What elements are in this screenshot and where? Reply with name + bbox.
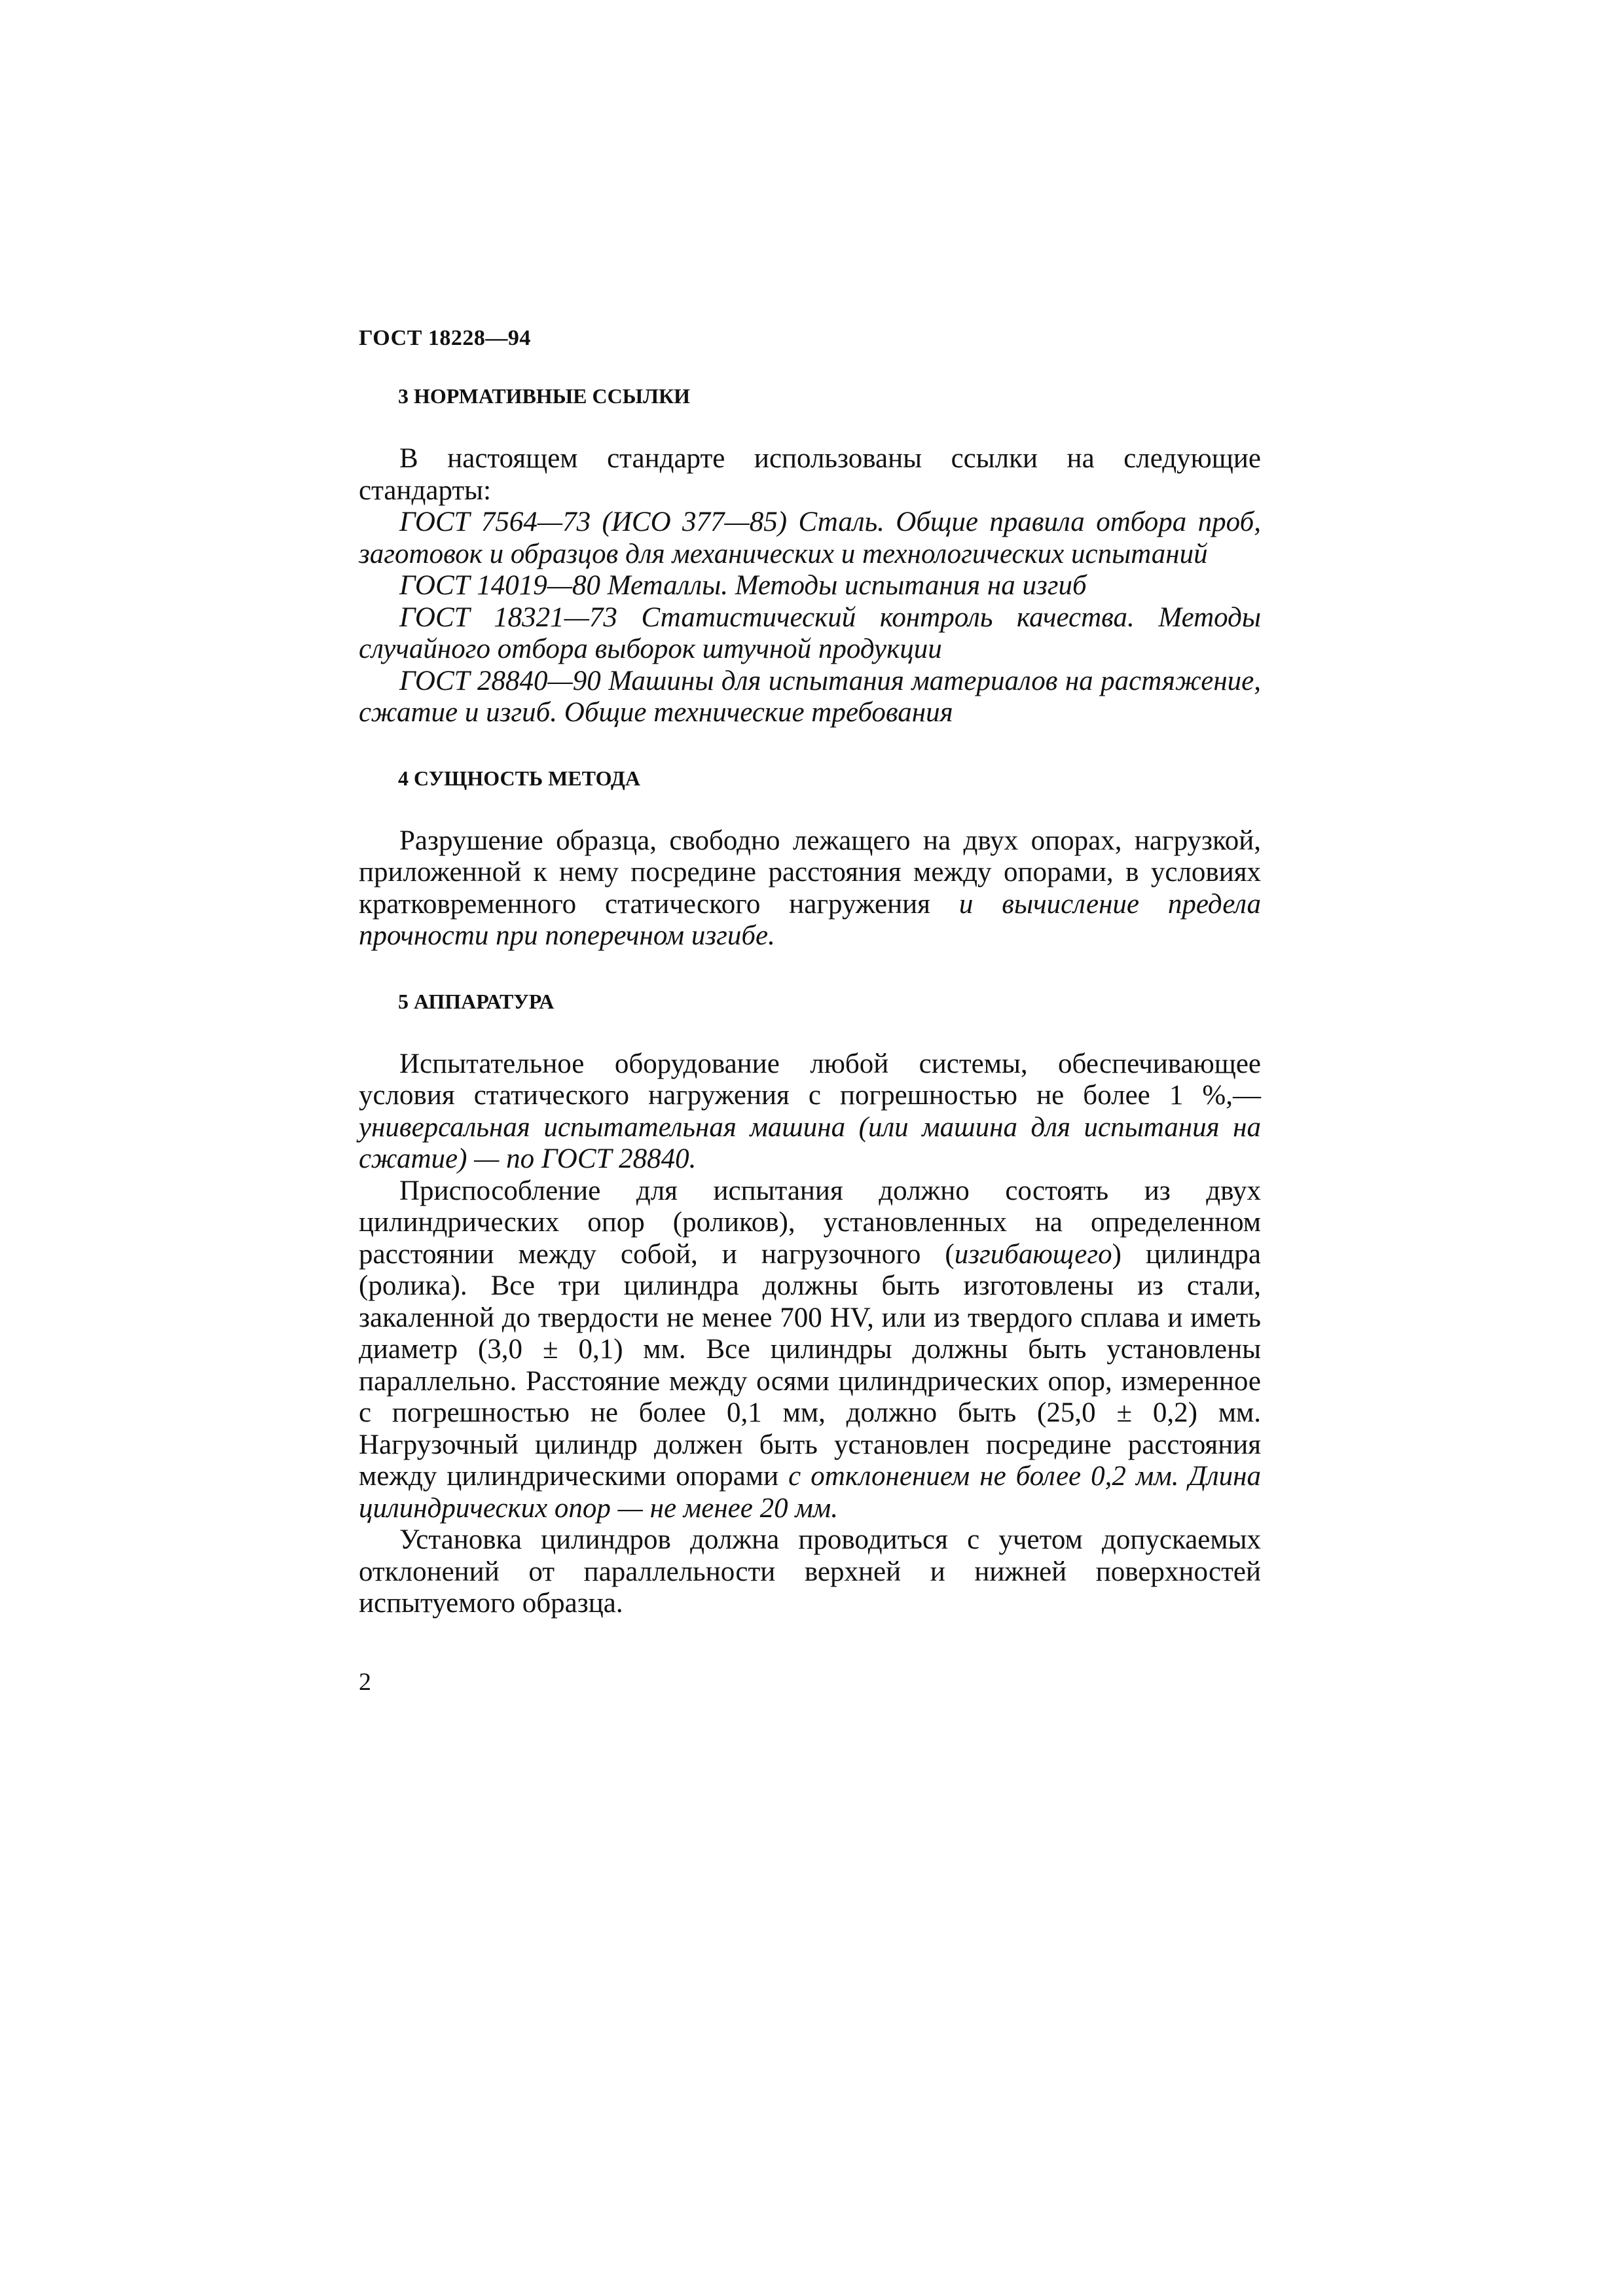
paragraph-text: ) цилиндра (ролика). Все три цилиндра должны быть изготовлены из стали, закаленной до твердости не менее 700 HV, или из твердого сплава и иметь диаметр (3,0 ± 0,1) мм. Все цилиндры должны быть установлены параллельно. Расстояние между осями цилиндрических опор, измеренное с погрешностью не более 0,1 мм, должно быть (25,0 ± 0,2) мм. Нагрузочный цилиндр должен быть установлен посредине расстояния между цилиндрическими опорами	[359, 1238, 1261, 1492]
paragraph-text: Приспособление для испытания должно состоять из двух цилиндрических опор (роликов), установленных на определенном расстоянии между собой, и нагрузочного (	[359, 1175, 1261, 1270]
paragraph-italic-text: изгибающего	[954, 1238, 1112, 1270]
section-heading: 4 СУЩНОСТЬ МЕТОДА	[398, 766, 640, 790]
references-intro: В настоящем стандарте использованы ссылки на следующие стандарты:	[359, 443, 1261, 506]
reference-item: ГОСТ 28840—90 Машины для испытания материалов на растяжение, сжатие и изгиб. Общие технические требования	[359, 665, 1261, 728]
section-apparatus	[359, 988, 1261, 1620]
section-method-essence	[359, 765, 1261, 952]
reference-item: ГОСТ 7564—73 (ИСО 377—85) Сталь. Общие правила отбора проб, заготовок и образцов для механических и технологических испытаний	[359, 507, 1261, 569]
paragraph-italic-text: универсальная испытательная машина (или машина для испытания на сжатие) — по ГОСТ 28840.	[359, 1111, 1261, 1174]
document-body	[359, 383, 1261, 1656]
paragraph-text: Испытательное оборудование любой системы, обеспечивающее условия статического нагружения с погрешностью не более 1 %,—	[359, 1048, 1261, 1111]
section-heading: 3 НОРМАТИВНЫЕ ССЫЛКИ	[398, 384, 691, 408]
reference-item: ГОСТ 14019—80 Металлы. Методы испытания на изгиб	[399, 570, 1087, 601]
method-essence-paragraph	[359, 825, 1261, 952]
paragraph-italic-text: и вычисление предела прочности при поперечном изгибе.	[359, 888, 1261, 951]
section-normative-references	[359, 383, 1261, 729]
section-heading: 5 АППАРАТУРА	[398, 989, 555, 1013]
page-number: 2	[359, 1668, 371, 1696]
apparatus-paragraph-installation: Установка цилиндров должна проводиться с учетом допускаемых отклонений от параллельности верхней и нижней поверхностей испытуемого образца.	[359, 1524, 1261, 1619]
reference-item: ГОСТ 18321—73 Статистический контроль качества. Методы случайного отбора выборок штучной продукции	[359, 601, 1261, 664]
paragraph-italic-text: с отклонением не более 0,2 мм. Длина цилиндрических опор — не менее 20 мм.	[359, 1461, 1261, 1524]
document-code-header: ГОСТ 18228—94	[359, 326, 531, 350]
apparatus-paragraph-equipment	[359, 1049, 1261, 1175]
apparatus-paragraph-fixture	[359, 1175, 1261, 1525]
paragraph-text: Разрушение образца, свободно лежащего на двух опорах, нагрузкой, приложенной к нему посредине расстояния между опорами, в условиях кратковременного статического нагружения	[359, 825, 1261, 920]
